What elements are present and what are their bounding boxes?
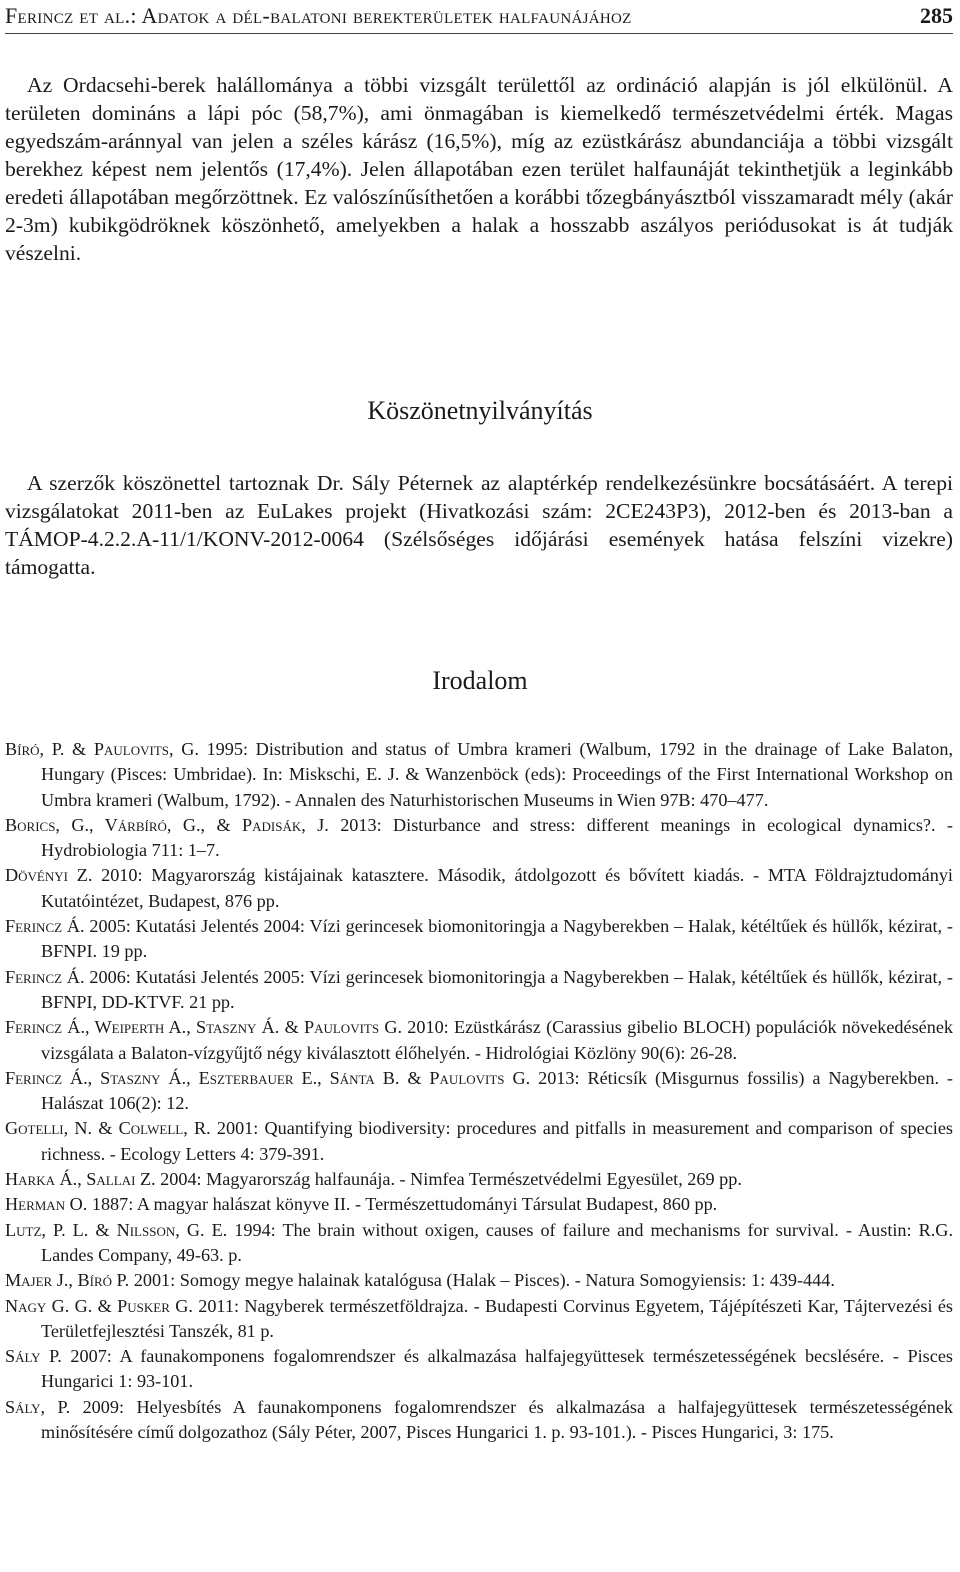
reference-item: [5, 1268, 953, 1293]
references-heading: Irodalom: [432, 666, 528, 695]
reference-text: 2013: Disturbance and stress: different meanings in ecological dynamics?. - Hydrobiologia 711: 1–7.: [41, 814, 953, 861]
reference-item: [5, 813, 953, 864]
reference-list: [5, 737, 953, 1445]
reference-text: 1994: The brain without oxigen, causes of failure and mechanisms for survival. - Austin: R.G. Landes Company, 49-63. p.: [41, 1219, 953, 1265]
reference-text: 2006: Kutatási Jelentés 2005: Vízi gerincesek biomonitoringja a Nagyberekben – Halak, kétéltűek és hüllők, kézirat, - BFNPI, DD-KTVF. 21 pp.: [41, 966, 953, 1012]
reference-item: [5, 965, 953, 1016]
reference-text: 2010: Magyarország kistájainak katasztere. Második, átdolgozott és bővített kiadás. - MTA Földrajztudományi Kutatóintézet, Budapest, 876 pp.: [41, 865, 953, 911]
reference-authors: Lutz, P. L. & Nilsson, G. E.: [5, 1219, 228, 1240]
acknowledgement-heading: Köszönetnyilványítás: [367, 396, 593, 425]
reference-text: 1995: Distribution and status of Umbra krameri (Walbum, 1792 in the drainage of Lake Balaton, Hungary (Pisces: Umbridae). In: Miskschi, E. J. & Wanzenböck (eds): Proceedings of the First International Workshop on Umbra krameri (Walbum, 1792). - Annalen des Naturhistorischen Museums in Wien 97B: 470–477.: [41, 739, 954, 810]
reference-authors: Majer J., Bíró P.: [5, 1270, 130, 1291]
reference-authors: Sály P.: [5, 1346, 62, 1367]
reference-text: 2011: Nagyberek természetföldrajza. - Budapesti Corvinus Egyetem, Tájépítészeti Kar, Tájtervezési és Területfejlesztési Tanszék, 81 p.: [41, 1295, 953, 1341]
reference-authors: Borics, G., Várbíró, G., & Padisák, J.: [5, 814, 329, 835]
reference-authors: Harka Á., Sallai Z.: [5, 1169, 156, 1190]
reference-authors: Gotelli, N. & Colwell, R.: [5, 1118, 211, 1139]
acknowledgement-text: A szerzők köszönettel tartoznak Dr. Sály Péternek az alaptérkép rendelkezésünkre bocsátásáért. A terepi vizsgálatokat 2011-ben az EuLakes projekt (Hivatkozási szám: 2CE243P3), 2012-ben és 2013-ban a TÁMOP-4.2.2.A-11/1/KONV-2012-0064 (Szélsőséges időjárási események hatása felszíni vizekre) támogatta.: [5, 471, 953, 579]
reference-authors: Nagy G. G. & Pusker G.: [5, 1295, 193, 1316]
reference-text: 2013: Réticsík (Misgurnus fossilis) a Nagyberekben. - Halászat 106(2): 12.: [41, 1067, 953, 1114]
reference-text: 2009: Helyesbítés A faunakomponens fogalomrendszer és alkalmazása a halfajegyüttesek természetességének minősítésére című dolgozathoz (Sály Péter, 2007, Pisces Hungarici 1. p. 93-101.). - Pisces Hungarici, 3: 175.: [41, 1396, 953, 1443]
running-header: [5, 0, 953, 34]
reference-item: [5, 863, 953, 914]
reference-authors: Sály, P.: [5, 1396, 71, 1417]
reference-text: 2004: Magyarország halfaunája. - Nimfea Természetvédelmi Egyesület, 269 pp.: [155, 1169, 742, 1190]
running-title: Ferincz et al.: Adatok a dél-balatoni berekterületek halfaunájához: [5, 3, 632, 28]
reference-authors: Dövényi Z.: [5, 865, 93, 886]
reference-authors: Ferincz Á., Staszny Á., Eszterbauer E., Sánta B. & Paulovits G.: [5, 1067, 531, 1088]
reference-item: [5, 1344, 953, 1395]
reference-item: [5, 737, 953, 813]
reference-authors: Ferincz Á., Weiperth A., Staszny Á. & Paulovits G.: [5, 1017, 403, 1038]
reference-text: 2005: Kutatási Jelentés 2004: Vízi gerincesek biomonitoringja a Nagyberekben – Halak, kétéltűek és hüllők, kézirat, - BFNPI. 19 pp.: [41, 916, 953, 962]
body-paragraph: Az Ordacsehi-berek halállománya a többi vizsgált területtől az ordináció alapján is jól elkülönül. A területen domináns a lápi póc (58,7%), ami önmagában is kiemelkedő természetvédelmi érték. Magas egyedszám-aránnyal van jelen a széles kárász (16,5%), míg az ezüstkárász abundanciája a többi vizsgált berekhez képest nem jelentős (17,4%). Jelen állapotában ezen terület halfaunáját tekinthetjük a leginkább eredeti állapotában megőrzöttnek. Ez valószínűsíthetően a korábbi tőzegbányásztból visszamaradt mély (akár 2-3m) kubikgödröknek köszönhető, amelyekben a halak a hosszabb aszályos periódusokat is át tudják vészelni.: [5, 73, 953, 265]
reference-item: [5, 1015, 953, 1066]
reference-text: 1887: A magyar halászat könyve II. - Természettudományi Társulat Budapest, 860 pp.: [87, 1194, 718, 1215]
reference-text: 2001: Quantifying biodiversity: procedures and pitfalls in measurement and comparison of species richness. - Ecology Letters 4: 379-391.: [41, 1118, 953, 1164]
reference-item: [5, 1218, 953, 1269]
reference-item: [5, 1167, 953, 1192]
reference-text: 2007: A faunakomponens fogalomrendszer és alkalmazása halfajegyüttesek természetességének becslésére. - Pisces Hungarici 1: 93-101.: [41, 1346, 953, 1392]
reference-item: [5, 1066, 953, 1117]
reference-item: [5, 1192, 953, 1217]
reference-item: [5, 1116, 953, 1167]
reference-item: [5, 914, 953, 965]
reference-item: [5, 1294, 953, 1345]
reference-text: 2001: Somogy megye halainak katalógusa (Halak – Pisces). - Natura Somogyiensis: 1: 439-444.: [129, 1270, 835, 1291]
reference-authors: Ferincz Á.: [5, 916, 85, 937]
reference-authors: Ferincz Á.: [5, 966, 85, 987]
reference-text: 2010: Ezüstkárász (Carassius gibelio BLOCH) populációk növekedésének vizsgálata a Balaton-vízgyűjtő négy kiválasztott élőhelyén. - Hidrológiai Közlöny 90(6): 26-28.: [41, 1017, 953, 1063]
reference-authors: Bíró, P. & Paulovits, G.: [5, 739, 199, 759]
reference-authors: Herman O.: [5, 1194, 88, 1215]
page-number: 285: [920, 3, 953, 28]
reference-item: [5, 1395, 953, 1446]
